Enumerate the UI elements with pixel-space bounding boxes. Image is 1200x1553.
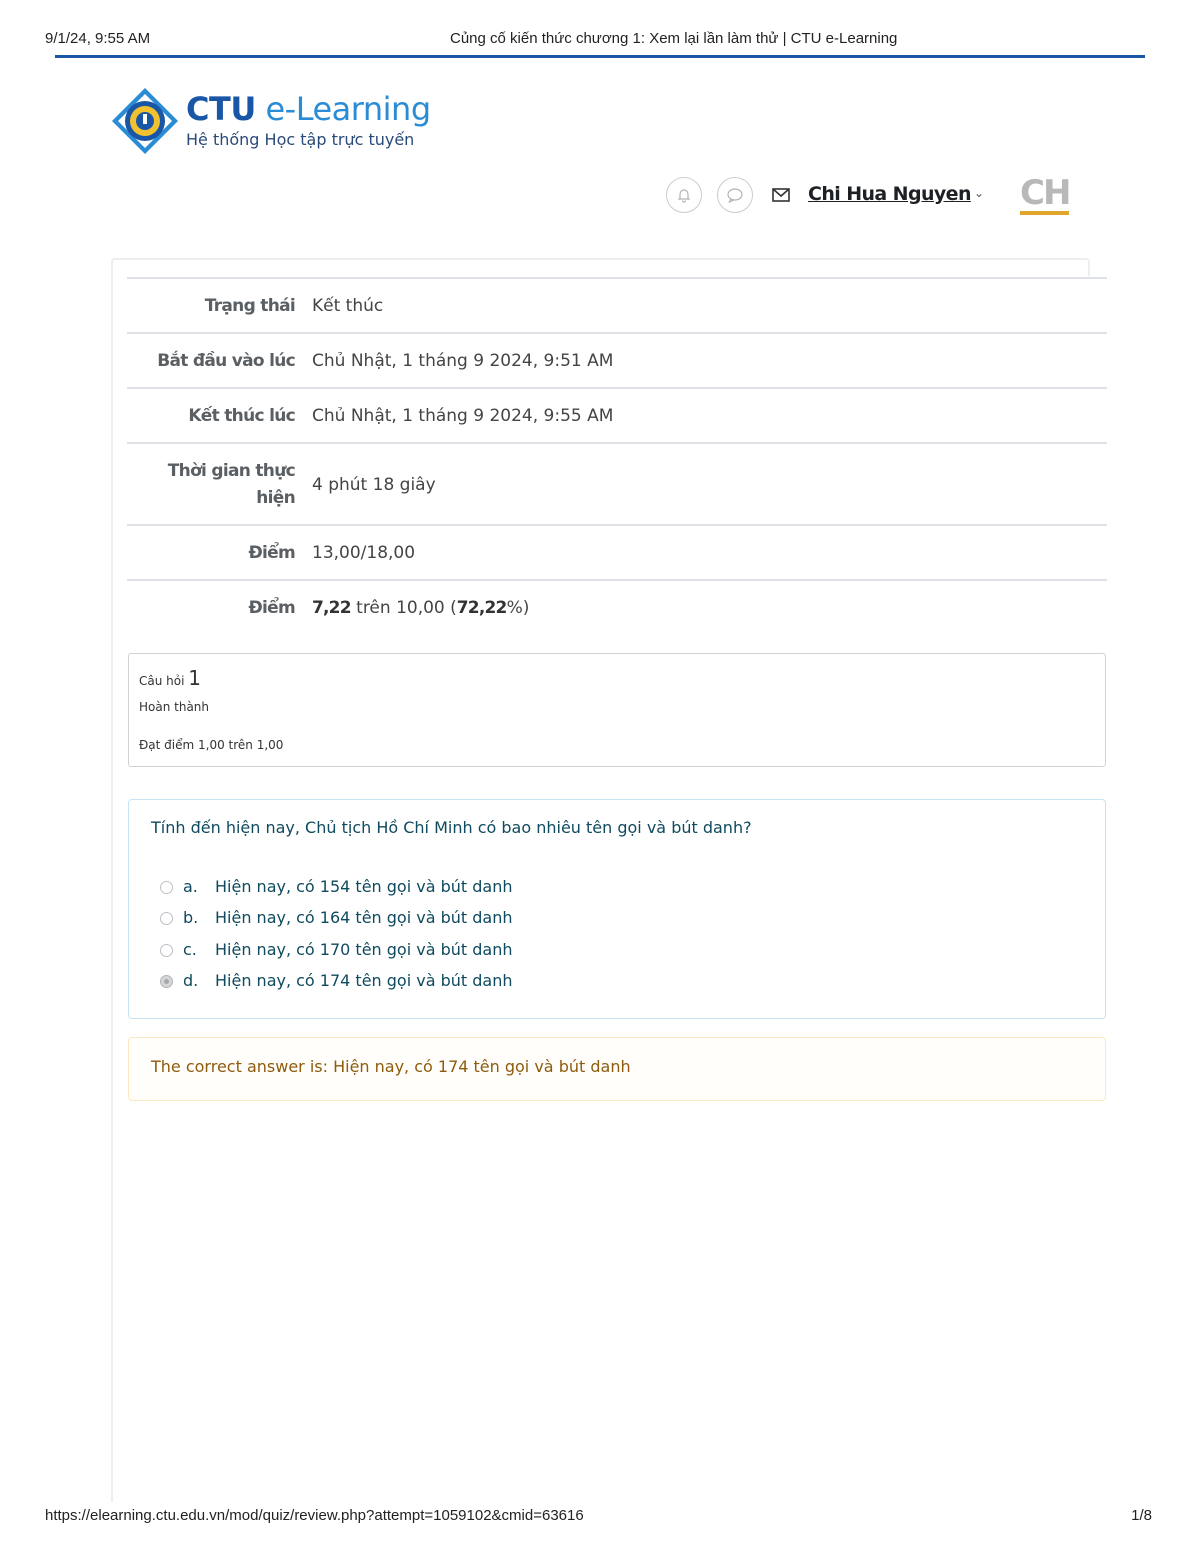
print-header — [45, 30, 1152, 50]
radio-button[interactable] — [160, 912, 173, 925]
question-info-box — [128, 653, 1106, 767]
grade-percent-suffix: %) — [506, 598, 530, 618]
print-date: 9/1/24, 9:55 AM — [45, 30, 151, 47]
question-content-box — [128, 799, 1106, 1019]
summary-label: Kết thúc lúc — [188, 406, 295, 426]
summary-row-finished — [127, 387, 1107, 442]
question-grade: Đạt điểm 1,00 trên 1,00 — [139, 738, 284, 752]
answer-text: Hiện nay, có 154 tên gọi và bút danh — [215, 877, 513, 896]
answer-option-c[interactable] — [159, 940, 759, 964]
summary-row-grade — [127, 579, 1107, 634]
ctu-logo-icon — [110, 86, 180, 156]
grade-percent: 72,22 — [456, 598, 507, 618]
messages-button[interactable] — [717, 177, 753, 213]
chat-icon — [726, 187, 744, 203]
radio-button[interactable] — [160, 944, 173, 957]
review-card-border — [111, 262, 113, 1502]
summary-label: Bắt đầu vào lúc — [157, 351, 295, 371]
answer-text: Hiện nay, có 174 tên gọi và bút danh — [215, 971, 513, 990]
review-card-top — [111, 258, 1090, 276]
brand-name-ctu: CTU — [186, 90, 256, 128]
summary-row-state — [127, 277, 1107, 332]
grade-score: 7,22 — [312, 598, 351, 618]
question-text: Tính đến hiện nay, Chủ tịch Hồ Chí Minh có bao nhiêu tên gọi và bút danh? — [151, 818, 752, 837]
summary-value — [312, 598, 529, 618]
summary-label-line: hiện — [256, 488, 295, 508]
summary-value: Kết thúc — [312, 296, 384, 316]
summary-label: Điểm — [248, 543, 295, 563]
summary-value: 13,00/18,00 — [312, 543, 416, 563]
summary-row-time-taken — [127, 442, 1107, 524]
envelope-icon[interactable] — [770, 184, 792, 206]
question-number — [139, 666, 201, 690]
summary-row-started — [127, 332, 1107, 387]
answer-letter: c. — [183, 940, 197, 959]
grade-out-of: trên 10,00 ( — [350, 598, 457, 618]
print-page-number: 1/8 — [1131, 1507, 1152, 1524]
radio-button-selected[interactable] — [160, 975, 173, 988]
summary-label: Trạng thái — [204, 296, 295, 316]
site-brand[interactable] — [110, 86, 470, 156]
question-state: Hoàn thành — [139, 700, 210, 714]
answer-option-a[interactable] — [159, 877, 759, 901]
summary-value: Chủ Nhật, 1 tháng 9 2024, 9:55 AM — [312, 406, 614, 426]
correct-answer-text: The correct answer is: Hiện nay, có 174 tên gọi và bút danh — [151, 1057, 631, 1076]
answer-option-b[interactable] — [159, 908, 759, 932]
bell-icon — [676, 187, 692, 203]
attempt-summary-table — [127, 277, 1107, 634]
summary-value: 4 phút 18 giây — [312, 475, 436, 495]
summary-label: Điểm — [248, 598, 295, 618]
summary-value: Chủ Nhật, 1 tháng 9 2024, 9:51 AM — [312, 351, 614, 371]
answer-letter: b. — [183, 908, 199, 927]
user-menu-name[interactable]: Chi Hua Nguyen — [808, 183, 971, 205]
notifications-button[interactable] — [666, 177, 702, 213]
answer-letter: a. — [183, 877, 198, 896]
print-footer — [45, 1507, 1152, 1527]
radio-button[interactable] — [160, 881, 173, 894]
answer-text: Hiện nay, có 170 tên gọi và bút danh — [215, 940, 513, 959]
answer-option-d[interactable] — [159, 971, 759, 995]
summary-row-marks — [127, 524, 1107, 579]
summary-label-line: Thời gian thực — [167, 461, 295, 481]
answer-letter: d. — [183, 971, 199, 990]
question-label: Câu hỏi — [139, 674, 185, 688]
chevron-down-icon[interactable]: ⌄ — [974, 186, 985, 200]
brand-name-elearning: e-Learning — [265, 90, 431, 128]
header-divider — [55, 55, 1145, 58]
answer-text: Hiện nay, có 164 tên gọi và bút danh — [215, 908, 513, 927]
user-navbar — [666, 173, 1086, 216]
brand-name — [186, 90, 431, 128]
question-number-value: 1 — [188, 666, 201, 690]
summary-label — [168, 458, 295, 512]
correct-answer-feedback — [128, 1037, 1106, 1101]
print-url: https://elearning.ctu.edu.vn/mod/quiz/review.php?attempt=1059102&cmid=63616 — [45, 1507, 584, 1524]
print-page-title: Củng cố kiến thức chương 1: Xem lại lần làm thử | CTU e-Learning — [450, 30, 898, 47]
brand-tagline: Hệ thống Học tập trực tuyến — [186, 130, 415, 149]
avatar[interactable]: CH — [1020, 173, 1070, 213]
